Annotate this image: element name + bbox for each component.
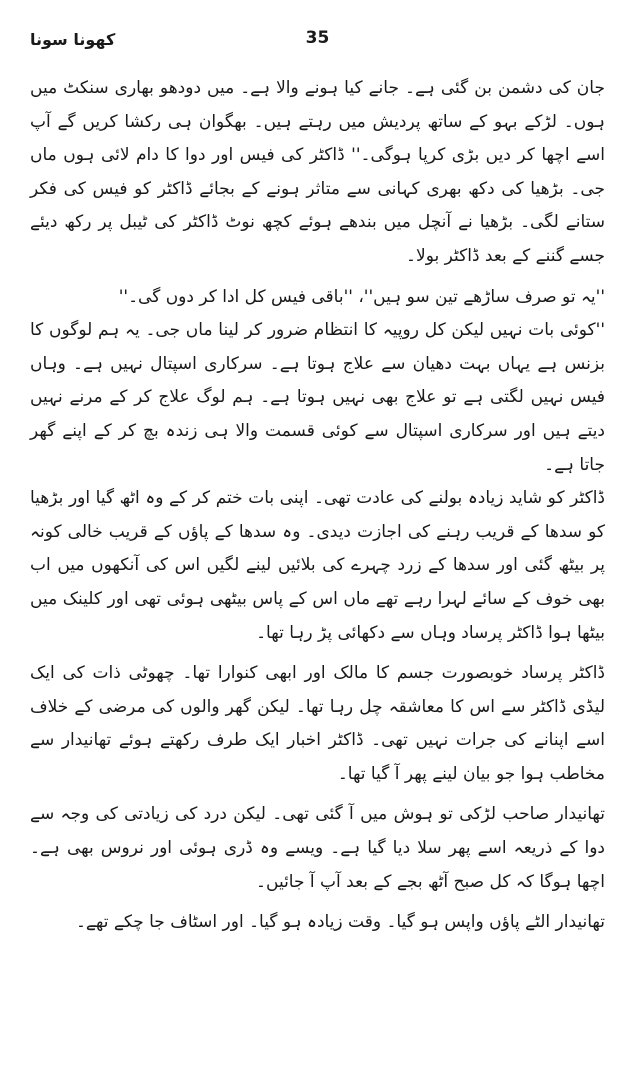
paragraph-7: تھانیدار الٹے پاؤں واپس ہو گیا۔ وقت زیادہ ہو گیا۔ اور اسٹاف جا چکے تھے۔ — [75, 912, 605, 933]
paragraph-1: جان کی دشمن بن گئی ہے۔ جانے کیا ہونے والا ہے۔ میں دودھو بھاری سنکٹ میں ہوں۔ لڑکے بہو کے ساتھ پردیش میں رہتے ہیں۔ بھگوان ہی رکشا کریں گے آپ اسے اچھا کر دیں بڑی کرپا ہوگی۔'' ڈاکٹر کی فیس اور دوا کا دام لائی ہوں ماں جی۔ بڑھیا کی دکھ بھری کہانی سے متاثر ہونے کے بجائے ڈاکٹر کو فیس کی فکر ستانے لگی۔ بڑھیا نے آنچل میں بندھے ہوئے کچھ نوٹ ڈاکٹر کی ٹیبل پر رکھ دیئے جسے گننے کے بعد ڈاکٹر بولا۔ — [30, 78, 605, 266]
paragraph-6: تھانیدار صاحب لڑکی تو ہوش میں آ گئی تھی۔ لیکن درد کی زیادتی کی وجہ سے دوا کے ذریعہ اسے پھر سلا دیا گیا ہے۔ ویسے وہ ڈری ہوئی اور نروس بھی ہے۔ اچھا ہوگا کہ کل صبح آٹھ بجے کے بعد آپ آ جائیں۔ — [30, 804, 605, 892]
paragraph-2: ''یہ تو صرف ساڑھے تین سو ہیں''، ''باقی فیس کل ادا کر دوں گی۔'' — [118, 286, 605, 307]
page-header — [30, 28, 605, 72]
paragraph-4: ڈاکٹر کو شاید زیادہ بولنے کی عادت تھی۔ اپنی بات ختم کر کے وہ اٹھ گیا اور بڑھیا کو سدھا کے قریب رہنے کی اجازت دیدی۔ وہ سدھا کے پاؤں کے قریب خالی کونہ پر بیٹھ گئی اور سدھا کے زرد چہرے کی بلائیں لینے لگیں اس کی آنکھوں میں اب بھی خوف کے سائے لہرا رہے تھے ماں اس کے پاس بیٹھی ہوئی تھی اور کلینک میں بیٹھا ہوا ڈاکٹر پرساد وہاں سے دکھائی پڑ رہا تھا۔ — [30, 488, 605, 643]
running-title: کھونا سونا — [30, 30, 116, 49]
body-text — [30, 72, 605, 940]
paragraph-3: ''کوئی بات نہیں لیکن کل روپیہ کا انتظام ضرور کر لینا ماں جی۔ یہ ہم لوگوں کا بزنس ہے یہاں بہت دھیان سے علاج ہوتا ہے۔ سرکاری اسپتال نہیں ہے۔ وہاں فیس نہیں لگتی ہے تو علاج بھی نہیں ہوتا ہے۔ ہم لوگ علاج کر کے مرنے نہیں دیتے ہیں اور سرکاری اسپتال سے کوئی قسمت والا ہی زندہ بچ کر کے اپنے گھر جاتا ہے۔ — [30, 320, 605, 475]
paragraph-5: ڈاکٹر پرساد خوبصورت جسم کا مالک اور ابھی کنوارا تھا۔ چھوٹی ذات کی ایک لیڈی ڈاکٹر سے اس کا معاشقہ چل رہا تھا۔ لیکن گھر والوں کی مرضی کے خلاف اسے اپنانے کی جرات نہیں تھی۔ ڈاکٹر اخبار ایک طرف رکھتے ہوئے تھانیدار سے مخاطب ہوا جو بیان لینے پھر آ گیا تھا۔ — [30, 663, 605, 784]
page-number: 35 — [305, 28, 330, 48]
